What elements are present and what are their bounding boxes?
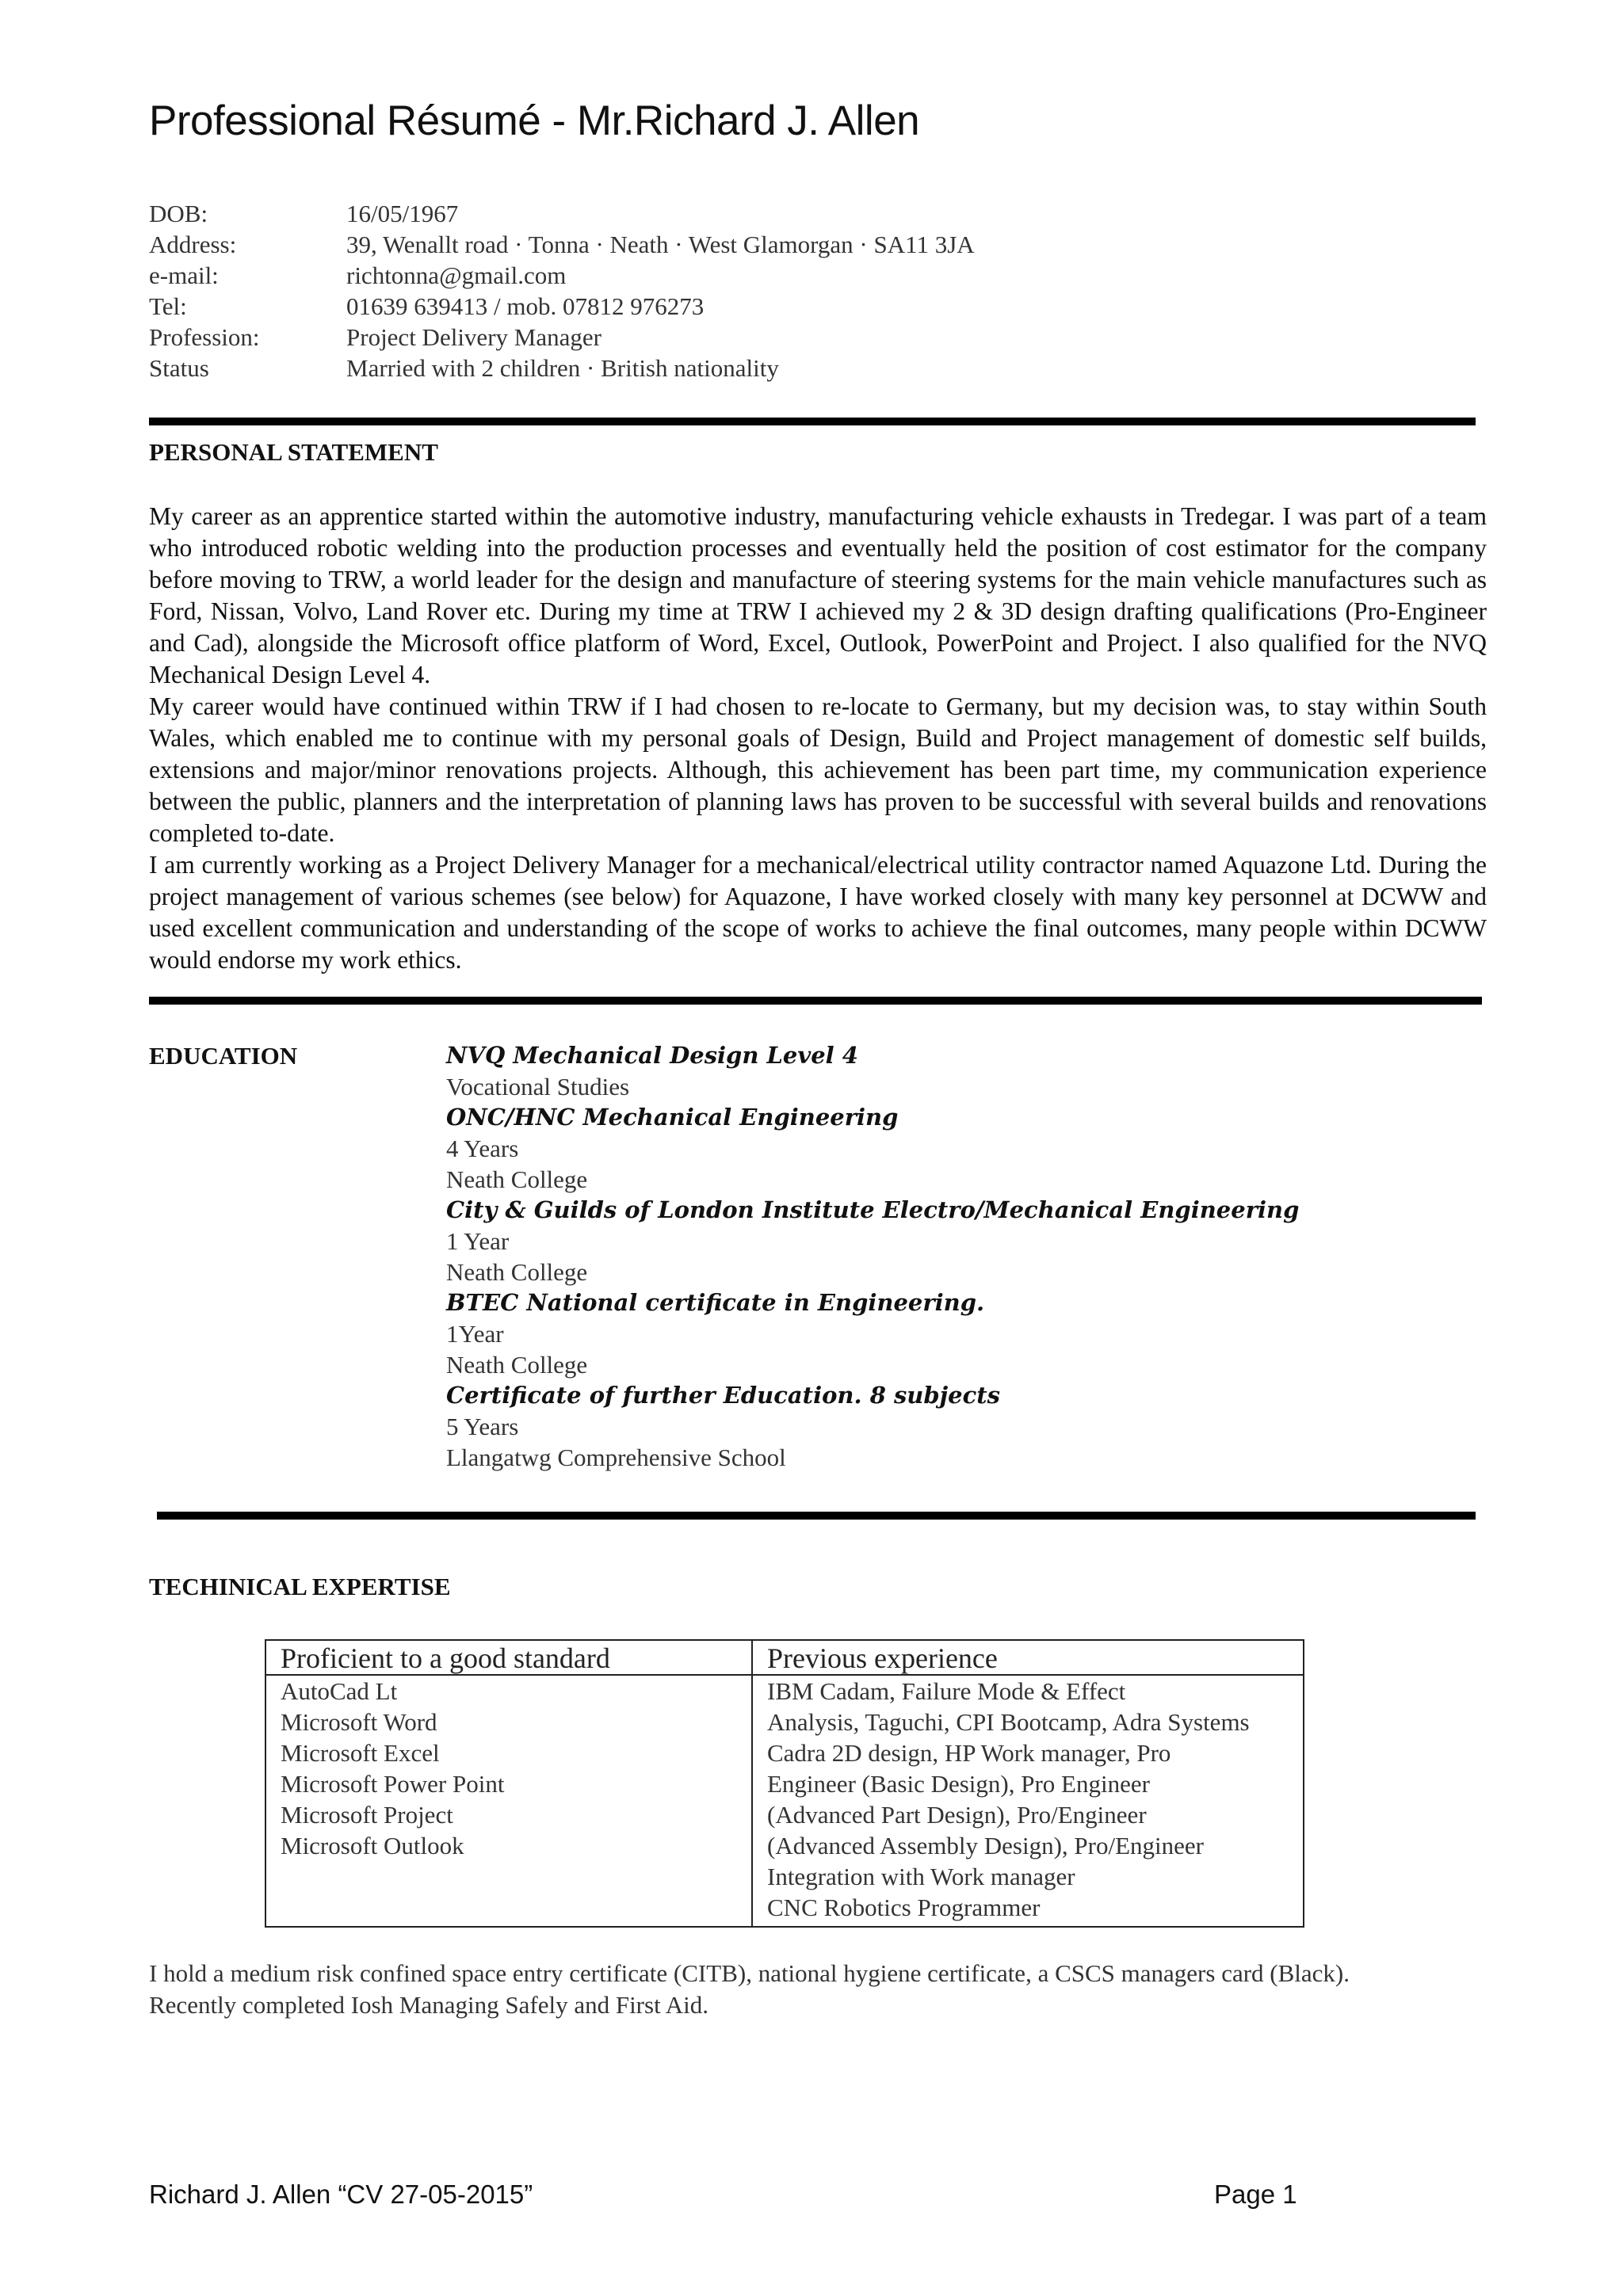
info-value: 16/05/1967: [346, 200, 459, 227]
info-row-dob: [149, 198, 975, 229]
info-value: 01639 639413 / mob. 07812 976273: [346, 292, 705, 320]
info-label: DOB:: [149, 200, 208, 227]
text-line: Analysis, Taguchi, CPI Bootcamp, Adra Systems: [767, 1708, 1250, 1736]
education-title: Certificate of further Education. 8 subjects: [446, 1382, 1000, 1409]
education-title: NVQ Mechanical Design Level 4: [446, 1042, 858, 1069]
statement-paragraph: I am currently working as a Project Delivery Manager for a mechanical/electrical utility contractor named Aquazone Ltd. During the project management of various schemes (see below) for Aquazone, I have worked closely with many key personnel at DCWW and used excellent communication and understanding of the scope of works to achieve the final outcomes, many people within DCWW would endorse my work ethics.: [149, 851, 1487, 974]
info-row-email: [149, 260, 975, 291]
list-item: Microsoft Word: [281, 1708, 437, 1736]
info-label: Profession:: [149, 323, 260, 351]
statement-paragraph: My career as an apprentice started within the automotive industry, manufacturing vehicle exhausts in Tredegar. I was part of a team who introduced robotic welding into the production processes and eventually held the position of cost estimator for the company before moving to TRW, a world leader for the design and manufacture of steering systems for the main vehicle manufactures such as Ford, Nissan, Volvo, Land Rover etc. During my time at TRW I achieved my 2 & 3D design drafting qualifications (Pro-Engineer and Cad), alongside the Microsoft office platform of Word, Excel, Outlook, PowerPoint and Project. I also qualified for the NVQ Mechanical Design Level 4.: [149, 502, 1487, 688]
technical-expertise-heading: TECHINICAL EXPERTISE: [149, 1573, 451, 1600]
info-row-profession: [149, 322, 975, 353]
info-row-status: [149, 353, 975, 383]
info-label: e-mail:: [149, 261, 219, 289]
text-line: (Advanced Assembly Design), Pro/Engineer: [767, 1832, 1204, 1859]
info-value: 39, Wenallt road · Tonna · Neath · West Glamorgan · SA11 3JA: [346, 231, 975, 258]
footer-doc-label: Richard J. Allen “CV 27-05-2015”: [149, 2180, 533, 2209]
text-line: Cadra 2D design, HP Work manager, Pro: [767, 1739, 1171, 1767]
personal-info: [149, 198, 975, 383]
certificate-line: I hold a medium risk confined space entry certificate (CITB), national hygiene certificate, a CSCS managers card (Black).: [149, 1959, 1350, 1987]
education-detail: Vocational Studies: [446, 1073, 630, 1100]
education-item: [446, 1195, 1299, 1287]
text-line: (Advanced Part Design), Pro/Engineer: [767, 1801, 1147, 1829]
section-divider: [149, 997, 1482, 1005]
column-header-previous: Previous experience: [752, 1640, 1304, 1675]
education-detail: Neath College: [446, 1165, 588, 1193]
education-heading: EDUCATION: [149, 1042, 298, 1070]
previous-experience-cell: [752, 1675, 1304, 1927]
personal-statement-heading: PERSONAL STATEMENT: [149, 438, 438, 466]
education-title: ONC/HNC Mechanical Engineering: [446, 1104, 899, 1131]
footer-page-number: Page 1: [1214, 2180, 1297, 2209]
info-label: Tel:: [149, 292, 187, 320]
info-row-address: [149, 229, 975, 260]
education-detail: 1Year: [446, 1320, 504, 1348]
education-title: BTEC National certificate in Engineering.: [446, 1289, 985, 1316]
education-detail: 1 Year: [446, 1227, 510, 1255]
education-title: City & Guilds of London Institute Electro/Mechanical Engineering: [446, 1196, 1300, 1223]
education-detail: 5 Years: [446, 1413, 519, 1440]
info-label: Status: [149, 354, 209, 382]
text-line: IBM Cadam, Failure Mode & Effect: [767, 1677, 1126, 1705]
education-item: [446, 1102, 1299, 1195]
section-divider: [149, 418, 1476, 425]
text-line: Engineer (Basic Design), Pro Engineer: [767, 1770, 1150, 1798]
table-row: [265, 1675, 1304, 1927]
text-line: Integration with Work manager: [767, 1863, 1075, 1890]
list-item: AutoCad Lt: [281, 1677, 398, 1705]
education-detail: Llangatwg Comprehensive School: [446, 1444, 786, 1471]
info-value: Married with 2 children · British nationality: [346, 354, 779, 382]
personal-statement-body: [149, 501, 1487, 976]
column-header-proficient: Proficient to a good standard: [265, 1640, 752, 1675]
table-header-row: [265, 1640, 1304, 1675]
certificates: [149, 1958, 1350, 2021]
education-list: [446, 1040, 1299, 1473]
expertise-table: [265, 1639, 1304, 1928]
list-item: Microsoft Excel: [281, 1739, 440, 1767]
list-item: Microsoft Outlook: [281, 1832, 464, 1859]
statement-paragraph: My career would have continued within TRW if I had chosen to re-locate to Germany, but my decision was, to stay within South Wales, which enabled me to continue with my personal goals of Design, Build and Project management of domestic self builds, extensions and major/minor renovations projects. Although, this achievement has been part time, my communication experience between the public, planners and the interpretation of planning laws has proven to be successful with several builds and renovations completed to-date.: [149, 692, 1487, 847]
education-detail: Neath College: [446, 1258, 588, 1286]
education-item: [446, 1040, 1299, 1102]
education-detail: Neath College: [446, 1351, 588, 1379]
info-label: Address:: [149, 231, 237, 258]
info-row-tel: [149, 291, 975, 322]
info-value: richtonna@gmail.com: [346, 261, 567, 289]
proficient-cell: [265, 1675, 752, 1927]
education-item: [446, 1287, 1299, 1380]
section-divider: [157, 1512, 1476, 1520]
text-line: CNC Robotics Programmer: [767, 1894, 1041, 1921]
page-title: Professional Résumé - Mr.Richard J. Allen: [149, 97, 920, 144]
list-item: Microsoft Power Point: [281, 1770, 505, 1798]
list-item: Microsoft Project: [281, 1801, 453, 1829]
education-detail: 4 Years: [446, 1135, 519, 1162]
education-item: [446, 1380, 1299, 1473]
certificate-line: Recently completed Iosh Managing Safely and First Aid.: [149, 1991, 708, 2019]
info-value: Project Delivery Manager: [346, 323, 601, 351]
